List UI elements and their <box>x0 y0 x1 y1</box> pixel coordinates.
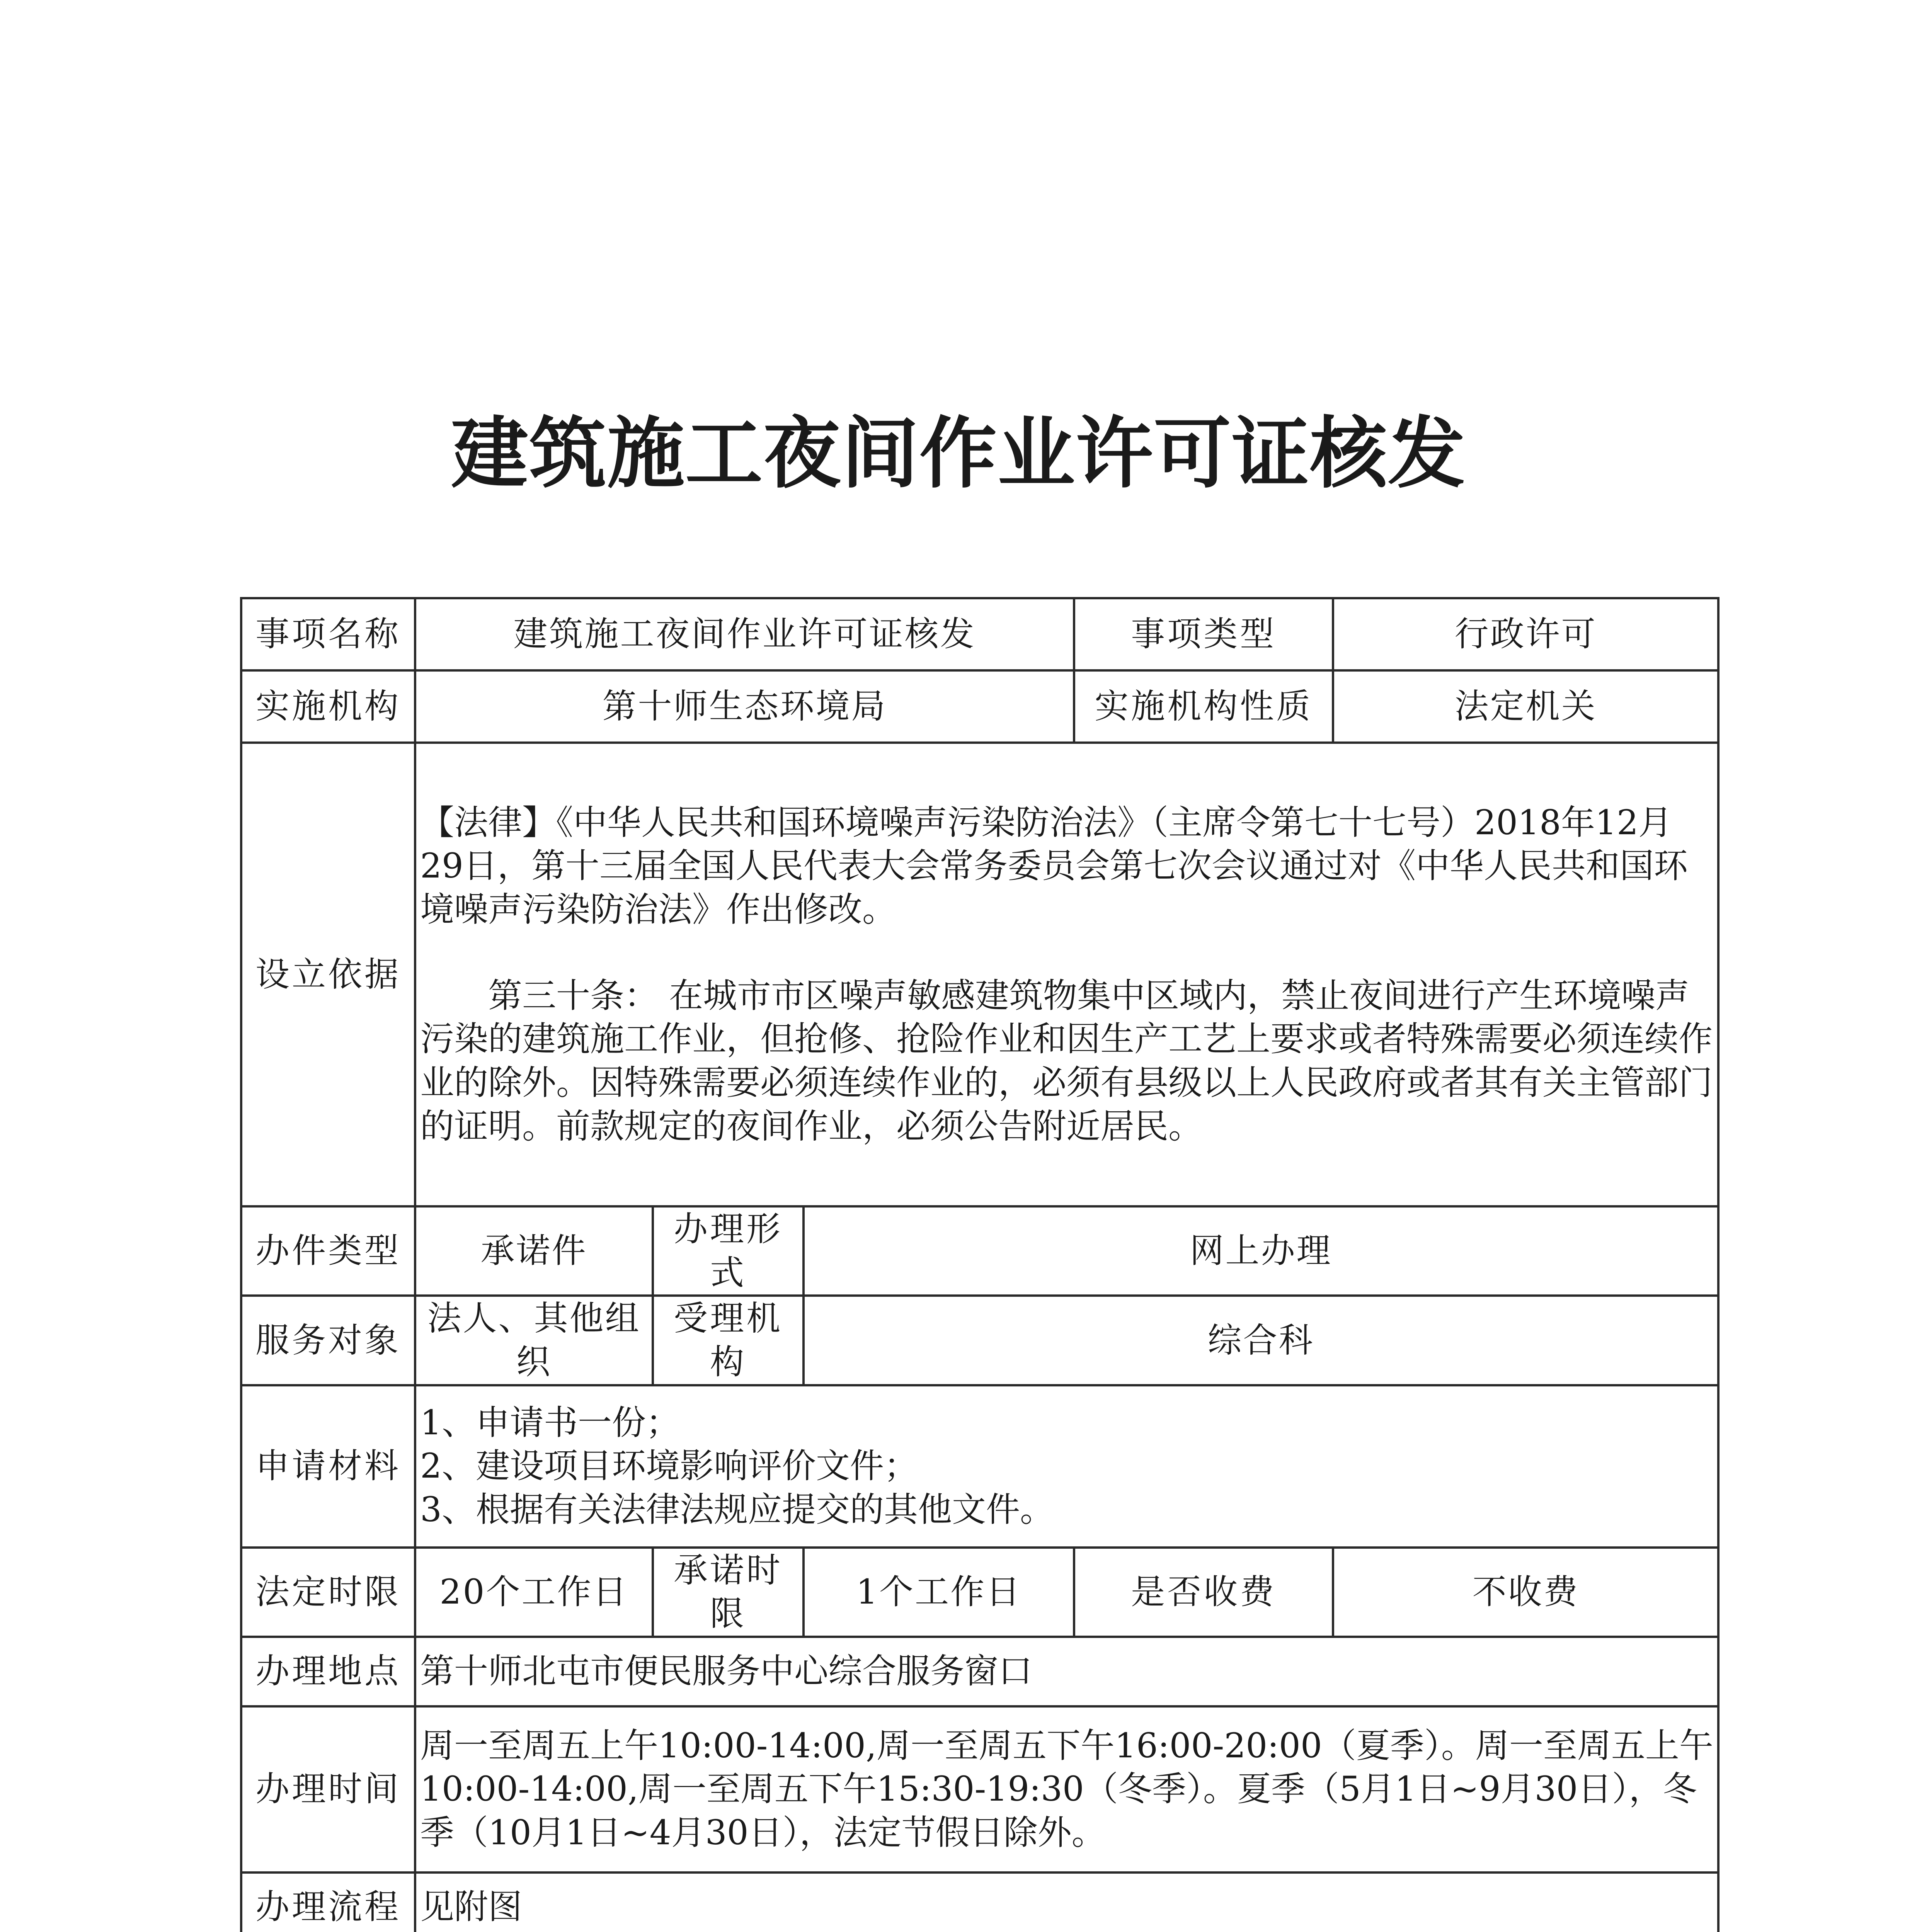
item-name-label: 事项名称 <box>241 598 415 670</box>
agency-label: 实施机构 <box>241 670 415 743</box>
list-item: 1、申请书一份； <box>420 1402 680 1442</box>
hours-label: 办理时间 <box>241 1706 415 1872</box>
list-item: 3、根据有关法律法规应提交的其他文件。 <box>420 1489 1054 1529</box>
service-object-value: 法人、其他组织 <box>415 1296 653 1385</box>
process-label: 办理流程 <box>241 1872 415 1932</box>
table-row <box>241 743 1718 1206</box>
materials-label: 申请材料 <box>241 1385 415 1548</box>
handling-form-label: 办理形式 <box>653 1206 804 1296</box>
agency-nature-value: 法定机关 <box>1333 670 1718 743</box>
basis-content <box>415 743 1718 1206</box>
case-type-label: 办件类型 <box>241 1206 415 1296</box>
legal-time-value: 20个工作日 <box>415 1548 653 1637</box>
table-row <box>241 1296 1718 1385</box>
location-label: 办理地点 <box>241 1637 415 1706</box>
page-title: 建筑施工夜间作业许可证核发 <box>451 409 1466 499</box>
process-value: 见附图 <box>415 1872 1718 1932</box>
table-row <box>241 1706 1718 1872</box>
item-type-value: 行政许可 <box>1333 598 1718 670</box>
location-value: 第十师北屯市便民服务中心综合服务窗口 <box>415 1637 1718 1706</box>
accepting-agency-label: 受理机构 <box>653 1296 804 1385</box>
table-row <box>241 1206 1718 1296</box>
fee-value: 不收费 <box>1333 1548 1718 1637</box>
hours-value: 周一至周五上午10:00-14:00,周一至周五下午16:00-20:00（夏季）。周一至周五上午10:00-14:00,周一至周五下午15:30-19:30（冬季）。夏季（5月1日~9月30日），冬季（10月1日~4月30日），法定节假日除外。 <box>415 1706 1718 1872</box>
promise-time-value: 1个工作日 <box>804 1548 1074 1637</box>
accepting-agency-value: 综合科 <box>804 1296 1718 1385</box>
materials-list <box>415 1385 1718 1548</box>
table-row <box>241 598 1718 670</box>
table-row <box>241 670 1718 743</box>
agency-value: 第十师生态环境局 <box>415 670 1074 743</box>
table-row <box>241 1872 1718 1932</box>
item-name-value: 建筑施工夜间作业许可证核发 <box>415 598 1074 670</box>
service-object-label: 服务对象 <box>241 1296 415 1385</box>
table-row <box>241 1548 1718 1637</box>
agency-nature-label: 实施机构性质 <box>1074 670 1333 743</box>
basis-paragraph: 第三十条： 在城市市区噪声敏感建筑物集中区域内，禁止夜间进行产生环境噪声污染的建筑施工作业，但抢修、抢险作业和因生产工艺上要求或者特殊需要必须连续作业的除外。因特殊需要必须连续作业的，必须有县级以上人民政府或者其有关主管部门的证明。前款规定的夜间作业，必须公告附近居民。 <box>420 975 1713 1146</box>
basis-paragraph: 【法律】《中华人民共和国环境噪声污染防治法》（主席令第七十七号）2018年12月29日，第十三届全国人民代表大会常务委员会第七次会议通过对《中华人民共和国环境噪声污染防治法》作出修改。 <box>420 802 1688 930</box>
fee-label: 是否收费 <box>1074 1548 1333 1637</box>
table-row <box>241 1637 1718 1706</box>
basis-label: 设立依据 <box>241 743 415 1206</box>
handling-form-value: 网上办理 <box>804 1206 1718 1296</box>
case-type-value: 承诺件 <box>415 1206 653 1296</box>
list-item: 2、建设项目环境影响评价文件； <box>420 1446 918 1486</box>
legal-time-label: 法定时限 <box>241 1548 415 1637</box>
promise-time-label: 承诺时限 <box>653 1548 804 1637</box>
service-info-table <box>240 597 1720 1932</box>
item-type-label: 事项类型 <box>1074 598 1333 670</box>
table-row <box>241 1385 1718 1548</box>
